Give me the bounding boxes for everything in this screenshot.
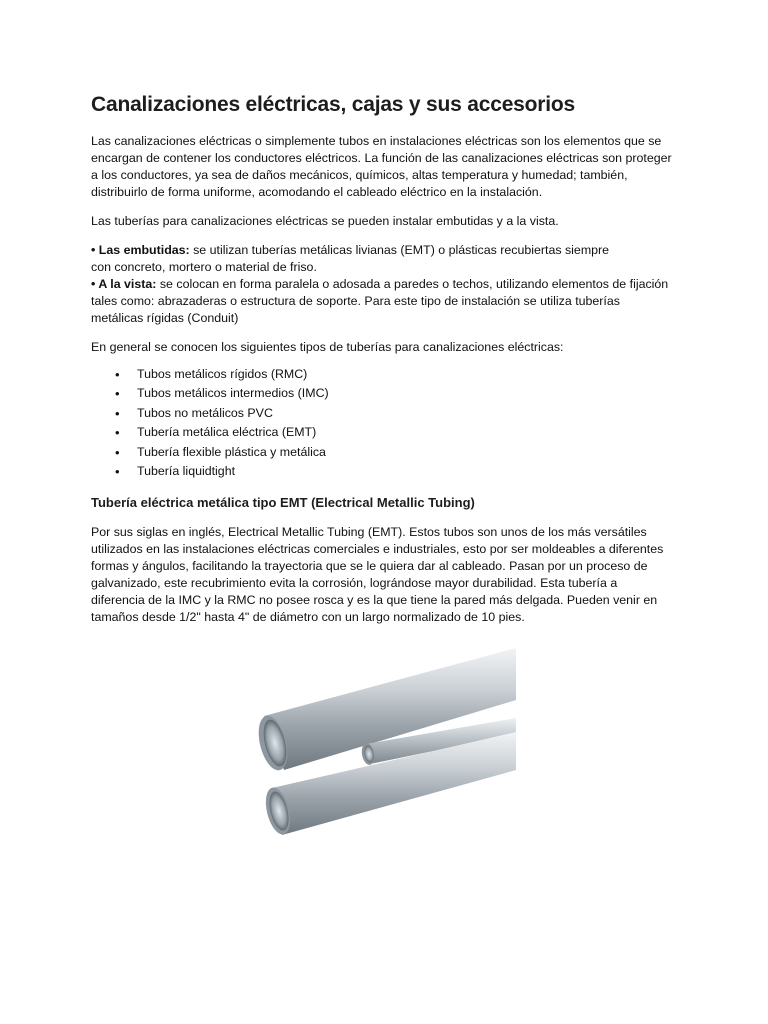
- emt-line: galvanizado, este recubrimiento evita la corrosión, lográndose mayor durabilidad. Esta tubería a: [91, 576, 618, 591]
- intro-line: a los conductores, ya sea de daños mecánicos, químicos, altas temperatura y humedad; también,: [91, 168, 628, 182]
- intro-paragraph: [91, 133, 691, 201]
- list-item: • Tubos metálicos intermedios (IMC): [115, 384, 691, 403]
- types-intro: En general se conocen los siguientes tipos de tuberías para canalizaciones eléctricas:: [91, 340, 564, 354]
- list-item: • Tubos no metálicos PVC: [115, 404, 691, 423]
- vista-item: [91, 276, 691, 327]
- intro-line: Las canalizaciones eléctricas o simplemente tubos en instalaciones eléctricas son los elementos que se: [91, 134, 662, 148]
- emt-pipes-image: [254, 648, 516, 835]
- installation-types-block: [91, 242, 691, 327]
- intro-line: distribuirlo de forma uniforme, acomodando el cableado eléctrico en la instalación.: [91, 185, 543, 199]
- emt-line: diferencia de la IMC y la RMC no posee rosca y es la que tiene la pared más delgada. Pueden venir en: [91, 593, 658, 608]
- vista-text: se colocan en forma paralela o adosada a paredes o techos, utilizando elementos de fijación: [156, 277, 669, 291]
- list-item: • Tubería liquidtight: [115, 462, 691, 481]
- list-item: • Tubería flexible plástica y metálica: [115, 443, 691, 462]
- emt-line: tamaños desde 1/2" hasta 4" de diámetro con un largo normalizado de 10 pies.: [91, 610, 525, 625]
- emt-line: formas y ángulos, facilitando la trayectoria que se le quiera dar al cableado. Pasan por un proceso de: [91, 559, 648, 574]
- emt-heading: Tubería eléctrica metálica tipo EMT (Electrical Metallic Tubing): [91, 495, 475, 511]
- vista-label: • A la vista:: [91, 277, 157, 291]
- pipe-types-list: [91, 365, 691, 481]
- embutidas-text: se utilizan tuberías metálicas livianas (EMT) o plásticas recubiertas siempre: [189, 243, 610, 257]
- page-title: Canalizaciones eléctricas, cajas y sus accesorios: [91, 93, 575, 116]
- vista-text: metálicas rígidas (Conduit): [91, 311, 239, 325]
- embutidas-label: • Las embutidas:: [91, 243, 190, 257]
- list-item: • Tubería metálica eléctrica (EMT): [115, 423, 691, 442]
- embutidas-text: con concreto, mortero o material de friso.: [91, 260, 317, 274]
- embutidas-item: [91, 242, 691, 276]
- emt-paragraph: [91, 524, 691, 626]
- installation-sentence: Las tuberías para canalizaciones eléctricas se pueden instalar embutidas y a la vista.: [91, 214, 559, 228]
- emt-line: utilizados en las instalaciones eléctricas comerciales e industriales, esto por ser moldeables a diferentes: [91, 542, 664, 557]
- list-item: • Tubos metálicos rígidos (RMC): [115, 365, 691, 384]
- intro-line: encargan de contener los conductores eléctricos. La función de las canalizaciones eléctricas son proteger: [91, 151, 672, 165]
- vista-text: tales como: abrazaderas o estructura de soporte. Para este tipo de instalación se utiliza tuberías: [91, 294, 620, 308]
- emt-line: Por sus siglas en inglés, Electrical Metallic Tubing (EMT). Estos tubos son unos de los más versátiles: [91, 525, 647, 540]
- document-content: [91, 93, 691, 638]
